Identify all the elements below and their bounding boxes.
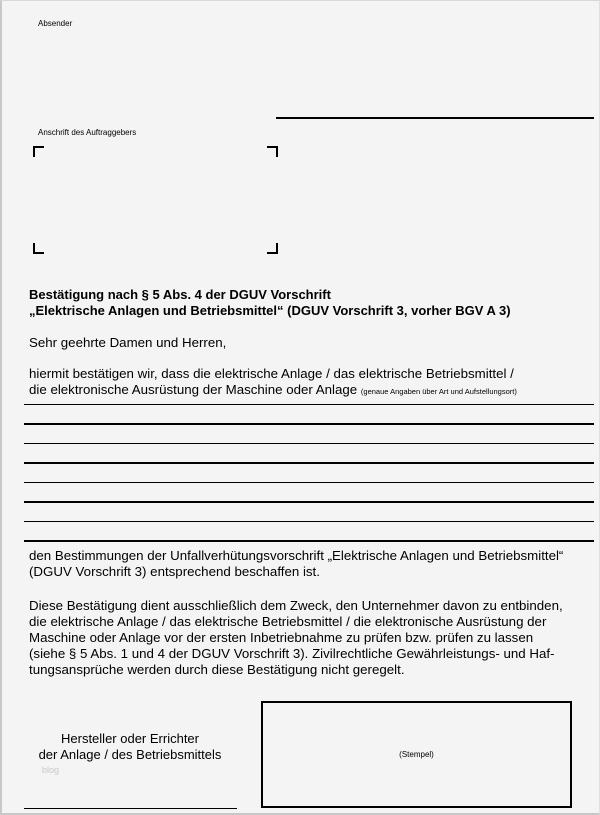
- client-address-label: Anschrift des Auftraggebers: [38, 128, 137, 137]
- intro-line-1: hiermit bestätigen wir, dass die elektrische Anlage / das elektrische Betriebsmittel /: [29, 366, 514, 381]
- title-line-1: Bestätigung nach § 5 Abs. 4 der DGUV Vorschrift: [29, 287, 331, 302]
- fill-line-1[interactable]: [24, 404, 594, 405]
- stamp-label: (Stempel): [399, 750, 434, 759]
- corner-mark-bottom-right: [267, 243, 278, 254]
- fill-line-6[interactable]: [24, 501, 594, 503]
- signer-line-2: der Anlage / des Betriebsmittels: [38, 747, 222, 762]
- corner-mark-top-right: [267, 146, 278, 157]
- purpose-line-3: Maschine oder Anlage vor der ersten Inbetriebnahme zu prüfen bzw. prüfen zu lassen: [29, 630, 534, 645]
- signer-caption: [24, 731, 236, 763]
- watermark-text: blog: [42, 765, 60, 775]
- fill-line-7[interactable]: [24, 521, 594, 522]
- stamp-box[interactable]: [261, 701, 572, 808]
- compliance-line-2: (DGUV Vorschrift 3) entsprechend beschaffen ist.: [29, 564, 320, 579]
- purpose-line-1: Diese Bestätigung dient ausschließlich dem Zweck, den Unternehmer davon zu entbinden,: [29, 598, 563, 613]
- purpose-paragraph: [29, 598, 563, 678]
- sender-line: [276, 117, 594, 119]
- fill-line-2[interactable]: [24, 423, 594, 425]
- fill-line-4[interactable]: [24, 462, 594, 464]
- corner-mark-top-left: [33, 146, 44, 157]
- purpose-line-2: die elektrische Anlage / das elektrische Betriebsmittel / die elektronische Ausrüstung der: [29, 614, 547, 629]
- intro-line-2: [29, 382, 517, 400]
- signature-line[interactable]: [24, 808, 237, 809]
- sender-label: Absender: [38, 19, 73, 28]
- compliance-paragraph: [29, 548, 563, 580]
- fill-line-5[interactable]: [24, 482, 594, 483]
- signer-line-1: Hersteller oder Errichter: [61, 731, 199, 746]
- purpose-line-4: (siehe § 5 Abs. 1 und 4 der DGUV Vorschrift 3). Zivilrechtliche Gewährleistungs- und Haf-: [29, 646, 555, 661]
- corner-mark-bottom-left: [33, 243, 44, 254]
- document-title: [29, 287, 511, 319]
- fill-line-8[interactable]: [24, 540, 594, 542]
- intro-line-2-text: die elektronische Ausrüstung der Maschine oder Anlage: [29, 382, 358, 397]
- purpose-line-5: tungsansprüche werden durch diese Bestätigung nicht geregelt.: [29, 662, 405, 677]
- fill-line-3[interactable]: [24, 443, 594, 444]
- title-line-2: „Elektrische Anlagen und Betriebsmittel“ (DGUV Vorschrift 3, vorher BGV A 3): [29, 303, 511, 318]
- intro-hint: (genaue Angaben über Art und Aufstellungsort): [360, 387, 517, 396]
- compliance-line-1: den Bestimmungen der Unfallverhütungsvorschrift „Elektrische Anlagen und Betriebsmittel“: [29, 548, 564, 563]
- salutation: Sehr geehrte Damen und Herren,: [29, 335, 227, 350]
- intro-paragraph: [29, 366, 517, 400]
